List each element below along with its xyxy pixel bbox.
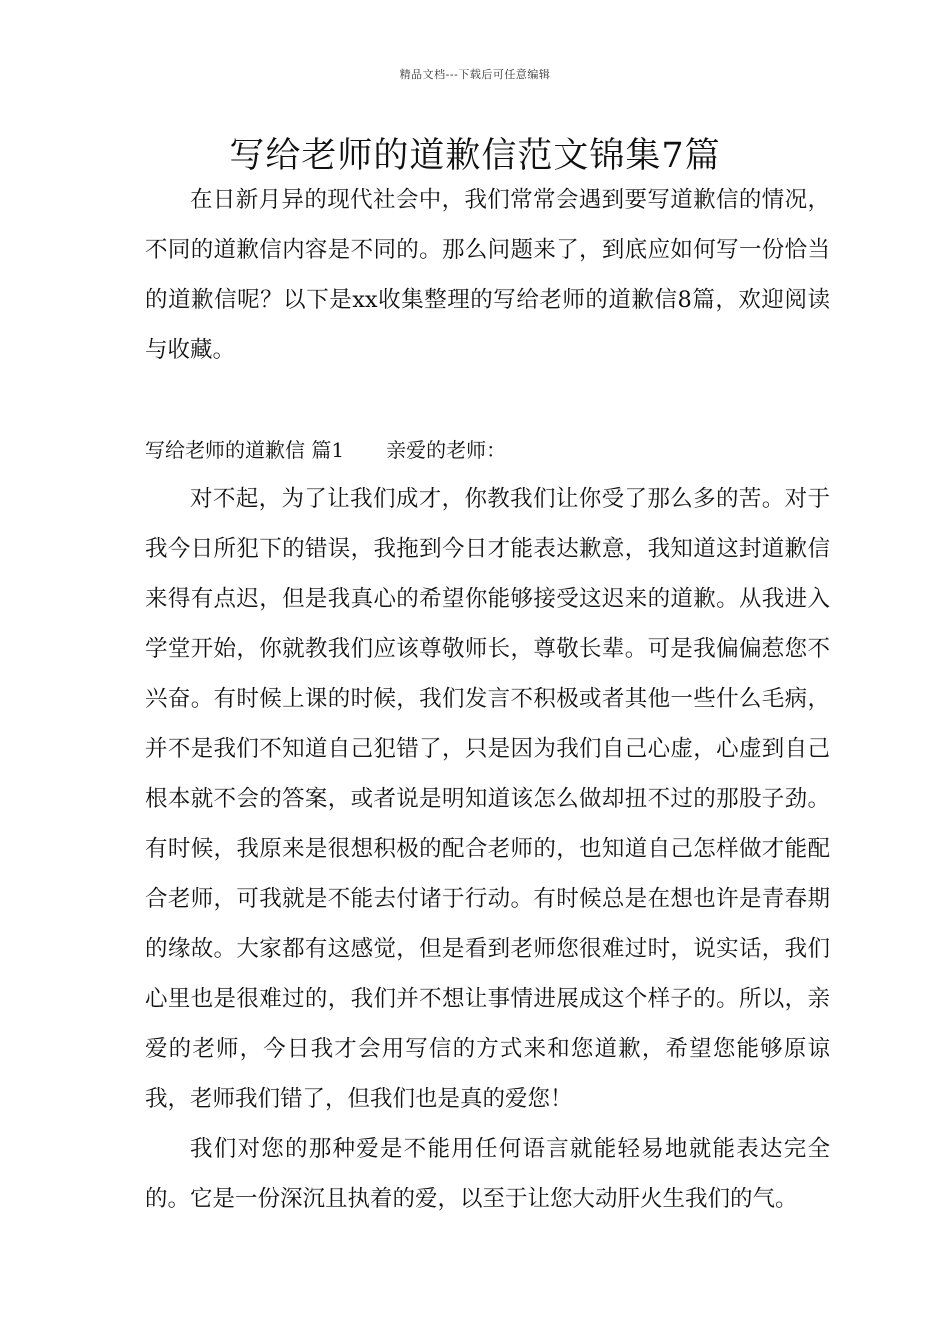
document-title: 写给老师的道歉信范文锦集7篇 bbox=[229, 136, 721, 176]
body-paragraph: 我们对您的那种爱是不能用任何语言就能轻易地就能表达完全的。它是一份深沉且执着的爱，以至于让您大动肝火生我们的气。 bbox=[145, 1136, 830, 1212]
section-heading: 写给老师的道歉信 篇1 bbox=[145, 438, 345, 462]
intro-paragraph: 在日新月异的现代社会中，我们常常会遇到要写道歉信的情况，不同的道歉信内容是不同的。那么问题来了，到底应如何写一份恰当的道歉信呢？以下是xx收集整理的写给老师的道歉信8篇，欢迎阅读与收藏。 bbox=[145, 187, 830, 363]
header-note: 精品文档---下载后可任意编辑 bbox=[399, 68, 551, 81]
body-paragraph: 对不起，为了让我们成才，你教我们让你受了那么多的苦。对于我今日所犯下的错误，我拖到今日才能表达歉意，我知道这封道歉信来得有点迟，但是我真心的希望你能够接受这迟来的道歉。从我进入学堂开始，你就教我们应该尊敬师长，尊敬长辈。可是我偏偏惹您不兴奋。有时候上课的时候，我们发言不积极或者其他一些什么毛病，并不是我们不知道自己犯错了，只是因为我们自己心虚，心虚到自己根本就不会的答案，或者说是明知道该怎么做却扭不过的那股子劲。有时候，我原来是很想积极的配合老师的，也知道自己怎样做才能配合老师，可我就是不能去付诸于行动。有时候总是在想也许是青春期的缘故。大家都有这感觉，但是看到老师您很难过时，说实话，我们心里也是很难过的，我们并不想让事情进展成这个样子的。所以，亲爱的老师，今日我才会用写信的方式来和您道歉，希望您能够原谅我，老师我们错了，但我们也是真的爱您！ bbox=[145, 486, 830, 1112]
section-heading-line bbox=[145, 425, 830, 475]
salutation: 亲爱的老师： bbox=[386, 438, 507, 462]
